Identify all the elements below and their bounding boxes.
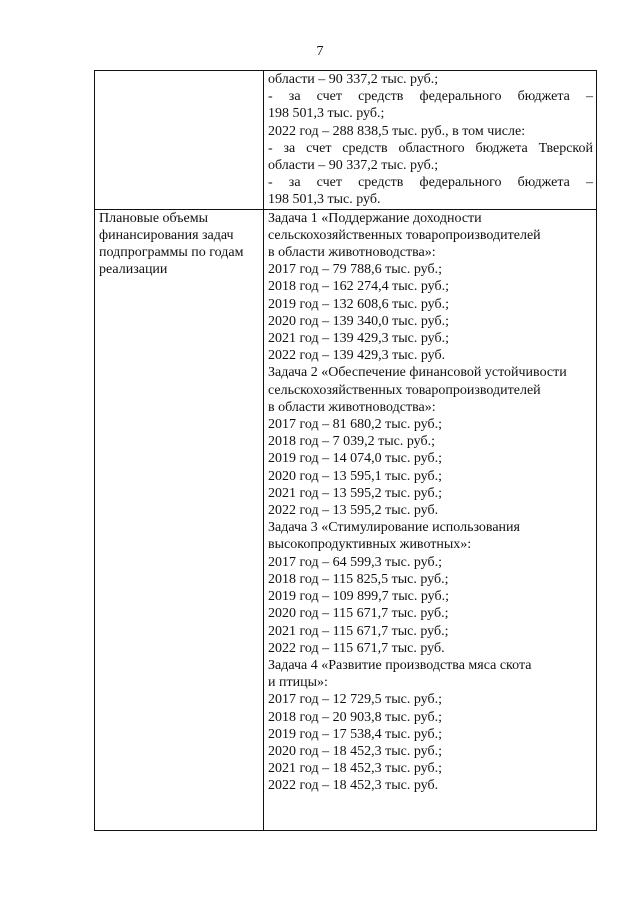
year-amount-line: 2018 год – 20 903,8 тыс. руб.; (268, 709, 442, 725)
continuation-line: - за счет средств областного бюджета Тверской (268, 140, 593, 156)
task-title-line: и птицы»: (268, 675, 328, 691)
year-amount-line: 2017 год – 79 788,6 тыс. руб.; (268, 262, 442, 278)
table-row-continuation (95, 71, 597, 210)
task-block (268, 210, 593, 365)
continuation-lines (268, 71, 593, 209)
continuation-line: 198 501,3 тыс. руб. (268, 192, 381, 208)
year-amount-line: 2021 год – 139 429,3 тыс. руб.; (268, 331, 449, 347)
year-amount-line: 2022 год – 115 671,7 тыс. руб. (268, 640, 445, 656)
year-amount-line: 2020 год – 115 671,7 тыс. руб.; (268, 606, 449, 622)
continuation-line: области – 90 337,2 тыс. руб.; (268, 72, 439, 87)
label-cell-financing (95, 209, 264, 830)
year-amount-line: 2022 год – 18 452,3 тыс. руб. (268, 778, 439, 794)
task-title-line: Задача 3 «Стимулирование использования (268, 520, 520, 536)
year-amount-line: 2019 год – 17 538,4 тыс. руб.; (268, 726, 442, 742)
year-amount-line: 2021 год – 115 671,7 тыс. руб.; (268, 623, 449, 639)
year-amount-line: 2022 год – 13 595,2 тыс. руб. (268, 503, 439, 519)
year-amount-line: 2018 год – 115 825,5 тыс. руб.; (268, 571, 449, 587)
year-amount-line: 2017 год – 81 680,2 тыс. руб.; (268, 417, 442, 433)
continuation-line: области – 90 337,2 тыс. руб.; (268, 158, 439, 174)
task-block (268, 519, 593, 657)
year-amount-line: 2020 год – 18 452,3 тыс. руб.; (268, 743, 442, 759)
table-row-financing (95, 209, 597, 830)
task-title-line: Задача 4 «Развитие производства мяса скота (268, 657, 532, 673)
year-amount-line: 2019 год – 14 074,0 тыс. руб.; (268, 451, 442, 467)
year-amount-line: 2020 год – 13 595,1 тыс. руб.; (268, 468, 442, 484)
task-block (268, 657, 593, 795)
task-title-line: сельскохозяйственных товаропроизводителей (268, 227, 541, 243)
task-block (268, 364, 593, 519)
year-amount-line: 2021 год – 13 595,2 тыс. руб.; (268, 485, 442, 501)
year-amount-line: 2017 год – 64 599,3 тыс. руб.; (268, 554, 442, 570)
content-cell-continuation (264, 71, 597, 210)
content-cell-financing (264, 209, 597, 830)
year-amount-line: 2017 год – 12 729,5 тыс. руб.; (268, 692, 442, 708)
year-amount-line: 2019 год – 109 899,7 тыс. руб.; (268, 589, 449, 605)
task-title-line: в области животноводства»: (268, 399, 436, 415)
row-label-financing: Плановые объемы финансирования задач подпрограммы по годам реализации (99, 210, 244, 278)
continuation-line: - за счет средств федерального бюджета – (268, 175, 593, 191)
year-amount-line: 2019 год – 132 608,6 тыс. руб.; (268, 296, 449, 312)
task-title-line: Задача 2 «Обеспечение финансовой устойчивости (268, 365, 567, 381)
year-amount-line: 2018 год – 7 039,2 тыс. руб.; (268, 434, 435, 450)
year-amount-line: 2018 год – 162 274,4 тыс. руб.; (268, 279, 449, 295)
task-list (268, 210, 593, 795)
financing-table (94, 70, 597, 831)
year-amount-line: 2020 год – 139 340,0 тыс. руб.; (268, 313, 449, 329)
label-cell-continuation (95, 71, 264, 210)
task-title-line: высокопродуктивных животных»: (268, 537, 472, 553)
page-number: 7 (316, 44, 324, 59)
continuation-line: 2022 год – 288 838,5 тыс. руб., в том числе: (268, 123, 526, 139)
year-amount-line: 2021 год – 18 452,3 тыс. руб.; (268, 761, 442, 777)
continuation-line: - за счет средств федерального бюджета – (268, 89, 593, 105)
year-amount-line: 2022 год – 139 429,3 тыс. руб. (268, 348, 446, 364)
task-title-line: сельскохозяйственных товаропроизводителей (268, 382, 541, 398)
task-title-line: Задача 1 «Поддержание доходности (268, 210, 482, 226)
task-title-line: в области животноводства»: (268, 245, 436, 261)
continuation-line: 198 501,3 тыс. руб.; (268, 106, 385, 122)
